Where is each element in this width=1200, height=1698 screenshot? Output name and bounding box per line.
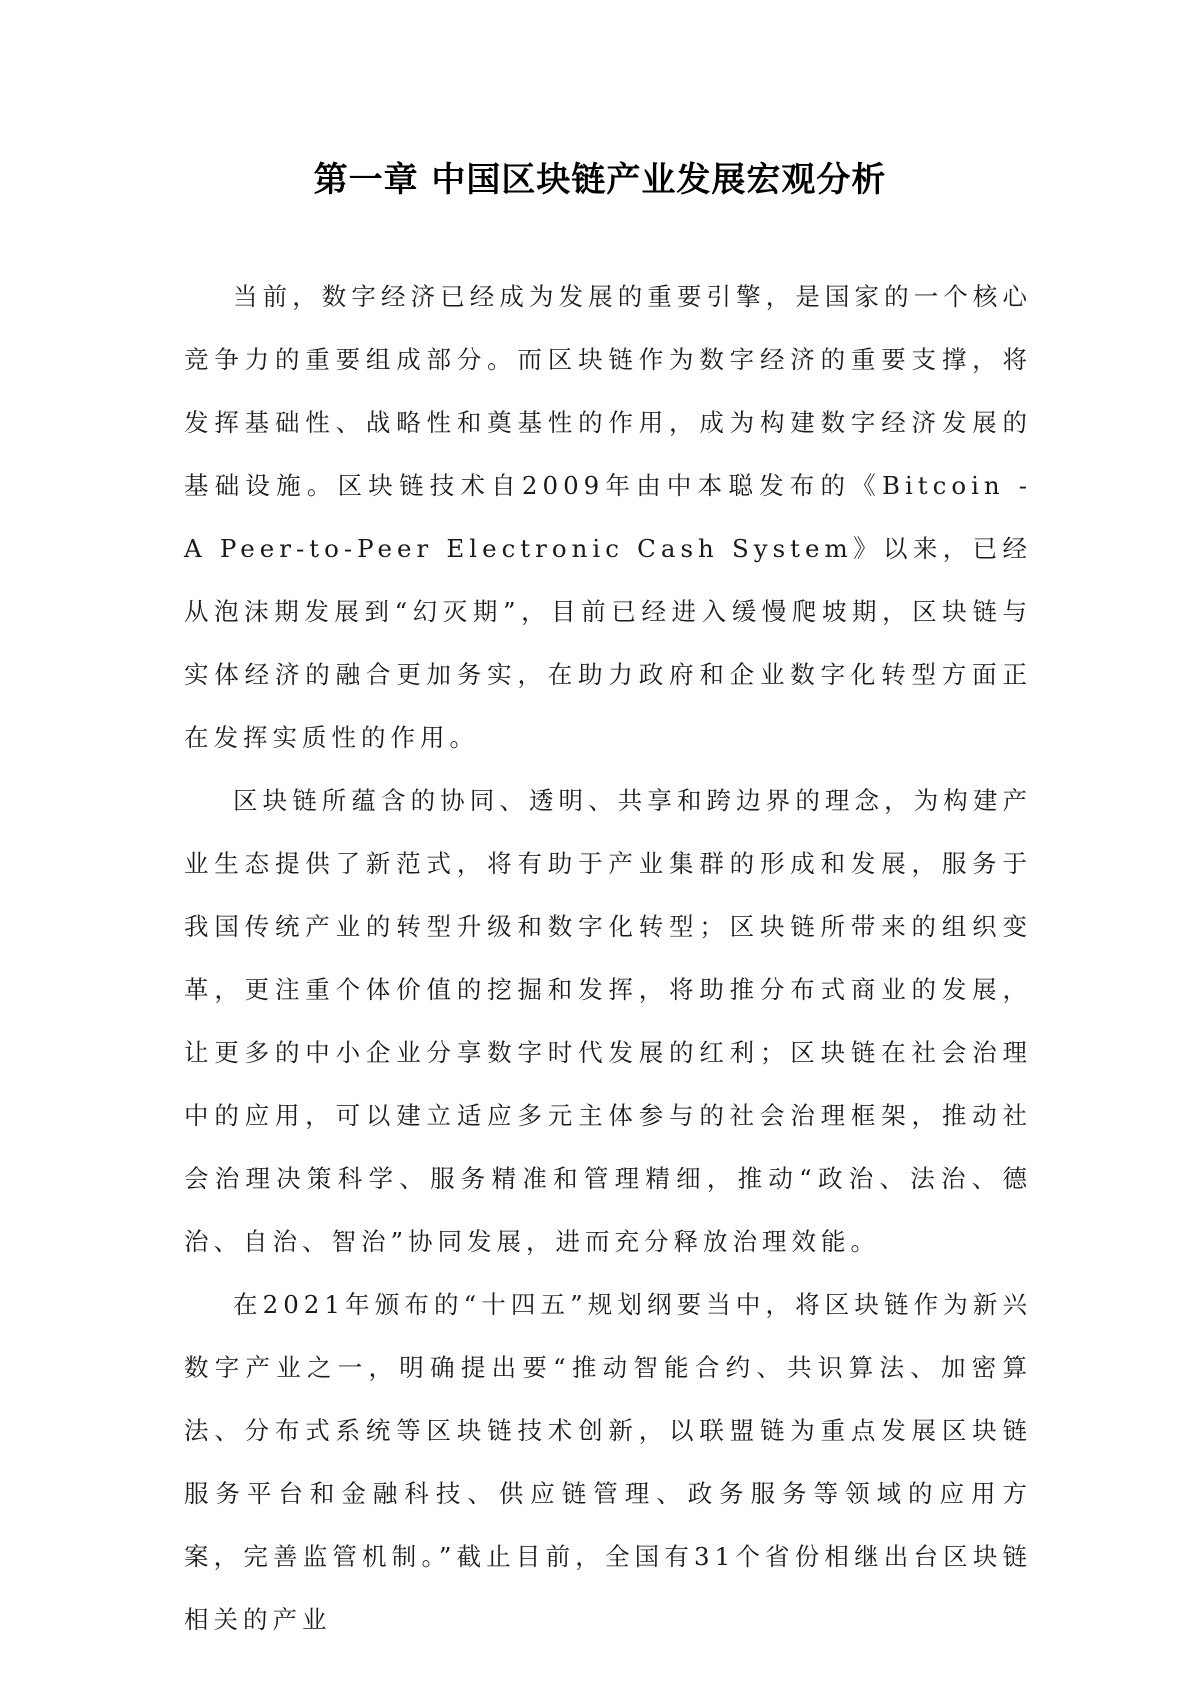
chapter-title: 第一章 中国区块链产业发展宏观分析 [313, 160, 887, 200]
paragraph-3: 在2021年颁布的“十四五”规划纲要当中，将区块链作为新兴数字产业之一，明确提出要“推动智能合约、共识算法、加密算法、分布式系统等区块链技术创新，以联盟链为重点发展区块链服务平台和金融科技、供应链管理、政务服务等领域的应用方案，完善监管机制。”截止目前，全国有31个省份相继出台区块链相关的产业 [184, 1290, 1032, 1634]
paragraph-2: 区块链所蕴含的协同、透明、共享和跨边界的理念，为构建产业生态提供了新范式，将有助于产业集群的形成和发展，服务于我国传统产业的转型升级和数字化转型；区块链所带来的组织变革，更注重个体价值的挖掘和发挥，将助推分布式商业的发展，让更多的中小企业分享数字时代发展的红利；区块链在社会治理中的应用，可以建立适应多元主体参与的社会治理框架，推动社会治理决策科学、服务精准和管理精细，推动“政治、法治、德治、自治、智治”协同发展，进而充分释放治理效能。 [184, 786, 1032, 1256]
body-text [184, 265, 1032, 1651]
paragraph-1: 当前，数字经济已经成为发展的重要引擎，是国家的一个核心竞争力的重要组成部分。而区块链作为数字经济的重要支撑，将发挥基础性、战略性和奠基性的作用，成为构建数字经济发展的基础设施。区块链技术自2009年由中本聪发布的《Bitcoin - A Peer-to-Peer Electronic Cash System》以来，已经从泡沫期发展到“幻灭期”，目前已经进入缓慢爬坡期，区块链与实体经济的融合更加务实，在助力政府和企业数字化转型方面正在发挥实质性的作用。 [184, 282, 1032, 752]
